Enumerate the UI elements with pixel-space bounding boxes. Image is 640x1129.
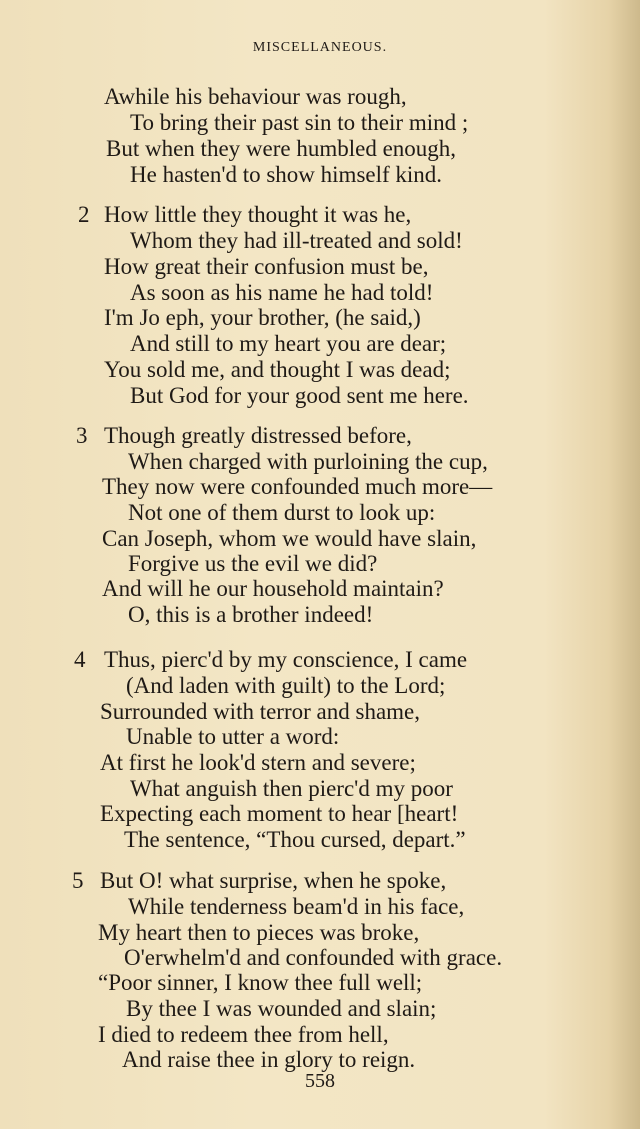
verse-line: But O! what surprise, when he spoke, — [100, 868, 447, 893]
verse-line: How little they thought it was he, — [104, 202, 412, 227]
verse-line: “Poor sinner, I know thee full well; — [98, 970, 423, 995]
verse-line: Forgive us the evil we did? — [128, 551, 378, 576]
verse-line: I'm Jo eph, your brother, (he said,) — [104, 305, 421, 330]
verse-line: My heart then to pieces was broke, — [98, 920, 420, 945]
stanza-number: 2 — [78, 202, 90, 227]
verse-line: You sold me, and thought I was dead; — [104, 357, 451, 382]
verse-line: He hasten'd to show himself kind. — [130, 162, 443, 187]
verse-line: And will he our household maintain? — [102, 576, 444, 601]
stanza-number: 4 — [74, 647, 86, 672]
verse-line: Expecting each moment to hear [heart! — [100, 801, 459, 826]
verse-line: Unable to utter a word: — [126, 724, 340, 749]
verse-line: They now were confounded much more— — [102, 474, 493, 499]
page-number: 558 — [305, 1070, 335, 1092]
verse-line: Though greatly distressed before, — [104, 423, 412, 448]
stanza-number: 5 — [72, 868, 84, 893]
verse-line: By thee I was wounded and slain; — [126, 996, 437, 1021]
verse-line: O, this is a brother indeed! — [128, 602, 374, 627]
verse-line: Whom they had ill-treated and sold! — [130, 228, 463, 253]
verse-line: Awhile his behaviour was rough, — [104, 84, 407, 109]
verse-line: To bring their past sin to their mind ; — [130, 110, 469, 135]
verse-line: While tenderness beam'd in his face, — [128, 894, 465, 919]
verse-line: I died to redeem thee from hell, — [98, 1022, 389, 1047]
verse-line: When charged with purloining the cup, — [128, 449, 488, 474]
verse-line: O'erwhelm'd and confounded with grace. — [124, 945, 503, 970]
verse-line: Can Joseph, whom we would have slain, — [102, 526, 477, 551]
verse-line: At first he look'd stern and severe; — [100, 750, 416, 775]
stanza-number: 3 — [76, 423, 88, 448]
verse-line: As soon as his name he had told! — [130, 280, 434, 305]
verse-line: (And laden with guilt) to the Lord; — [126, 673, 446, 698]
verse-line: The sentence, “Thou cursed, depart.” — [124, 827, 466, 852]
running-header: MISCELLANEOUS. — [252, 40, 388, 55]
verse-line: But when they were humbled enough, — [106, 136, 457, 161]
verse-line: And still to my heart you are dear; — [130, 331, 447, 356]
verse-line: What anguish then pierc'd my poor — [130, 776, 453, 801]
verse-line: Not one of them durst to look up: — [128, 500, 436, 525]
verse-line: Surrounded with terror and shame, — [100, 699, 421, 724]
verse-line: Thus, pierc'd by my conscience, I came — [104, 647, 468, 672]
verse-line: But God for your good sent me here. — [130, 383, 469, 408]
verse-line: And raise thee in glory to reign. — [122, 1047, 416, 1072]
verse-line: How great their confusion must be, — [104, 254, 429, 279]
